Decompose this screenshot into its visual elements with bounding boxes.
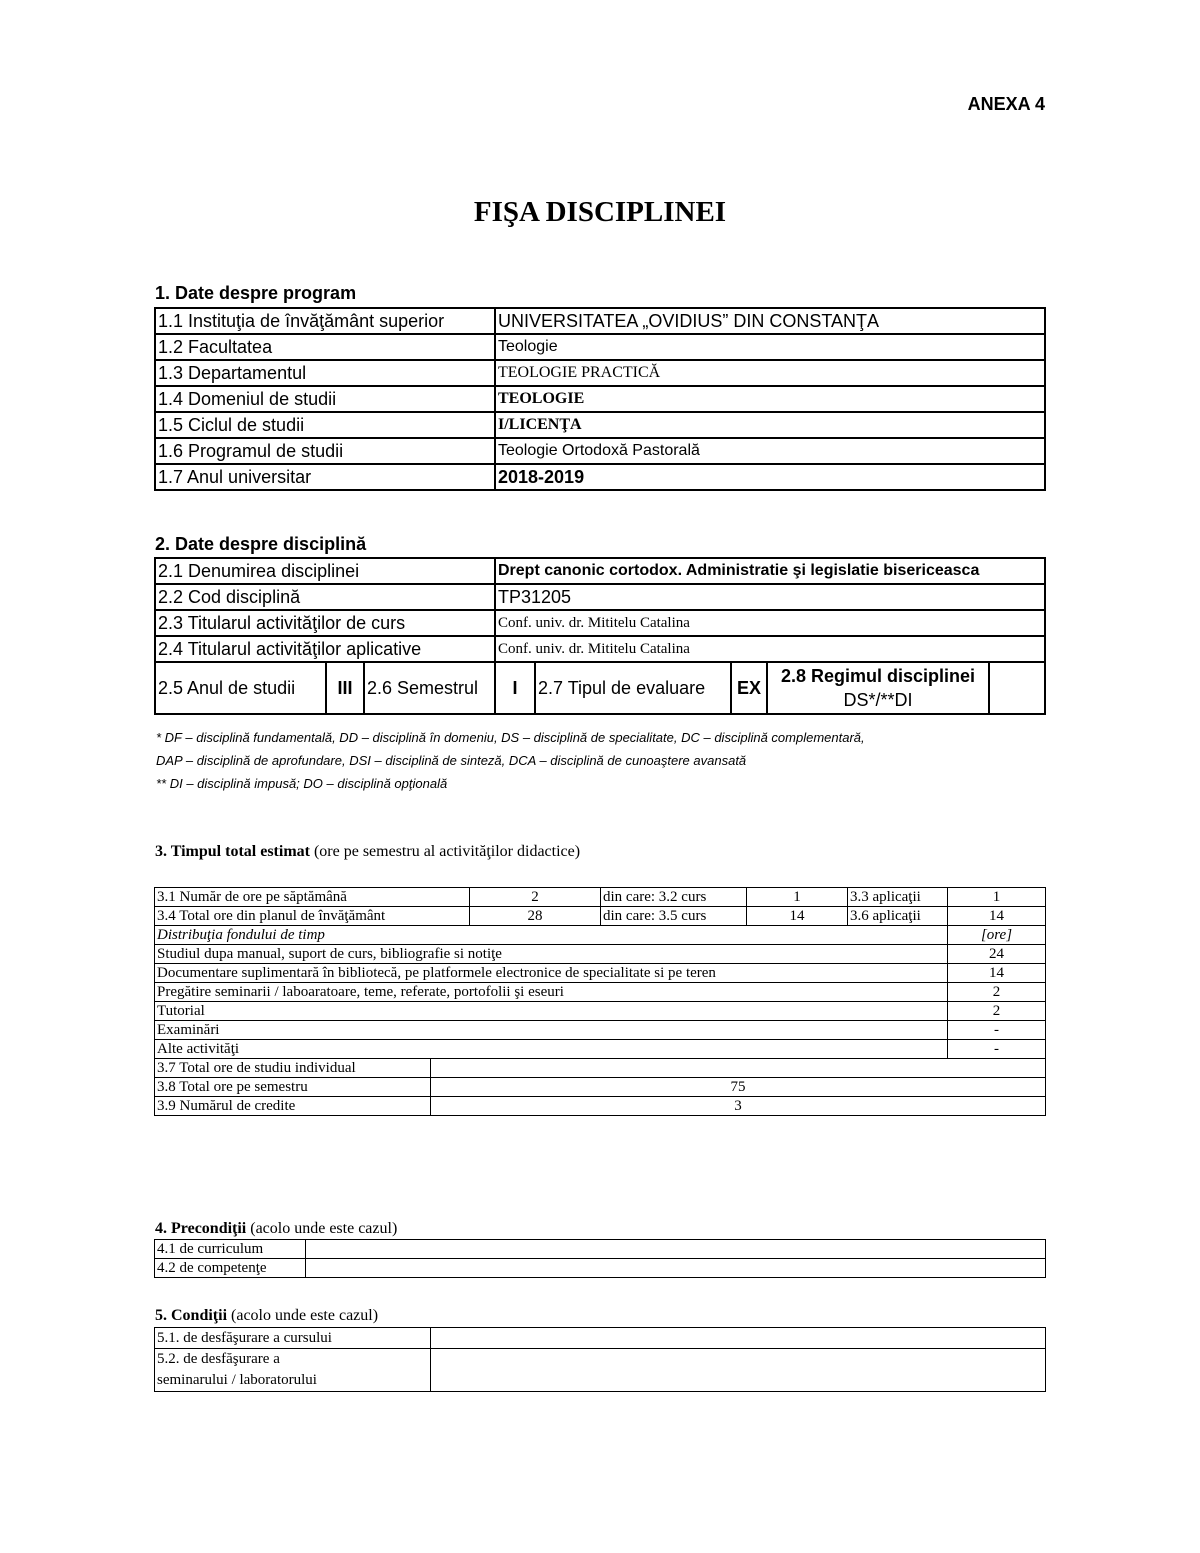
row-value (306, 1259, 1046, 1278)
table-row (155, 1328, 1046, 1349)
table-row (155, 1059, 1046, 1078)
distribution-label: Distribuţia fondului de timp (155, 926, 948, 945)
footnotes (156, 726, 865, 795)
table-row (155, 610, 1045, 636)
row-label: Alte activităţi (155, 1040, 948, 1059)
row-label: 2.2 Cod disciplină (155, 584, 495, 610)
section-4-heading-rest: (acolo unde este cazul) (246, 1220, 398, 1237)
row-label: Tutorial (155, 1002, 948, 1021)
table-row (155, 558, 1045, 584)
preconditions-table (154, 1239, 1046, 1278)
row-value: TP31205 (495, 584, 1045, 610)
section-5-heading-bold: 5. Condiţii (155, 1307, 228, 1324)
course-label: din care: 3.2 curs (601, 888, 747, 907)
footnote-line: DAP – disciplină de aprofundare, DSI – disciplină de sinteză, DCA – disciplină de cunoaştere avansată (156, 753, 747, 768)
row-label: 2.4 Titularul activităţilor aplicative (155, 636, 495, 662)
row-label: 3.7 Total ore de studiu individual (155, 1059, 431, 1078)
table-row (155, 334, 1045, 360)
course-value: 14 (747, 907, 848, 926)
row-value: UNIVERSITATEA „OVIDIUS” DIN CONSTANŢA (495, 308, 1045, 334)
time-table (154, 887, 1046, 1116)
row-label: Examinări (155, 1021, 948, 1040)
row-label (155, 1349, 431, 1392)
table-row (155, 983, 1046, 1002)
row-value: 3 (431, 1097, 1046, 1116)
table-row (155, 636, 1045, 662)
row-value: 2018-2019 (495, 464, 1045, 490)
row-value: 24 (948, 945, 1046, 964)
table-row (155, 945, 1046, 964)
row-value: Teologie (495, 334, 1045, 360)
row-label: 1.1 Instituţia de învăţământ superior (155, 308, 495, 334)
row-value: - (948, 1040, 1046, 1059)
row-value (431, 1328, 1046, 1349)
row-label: 2.3 Titularul activităţilor de curs (155, 610, 495, 636)
section-3-heading-bold: 3. Timpul total estimat (155, 843, 310, 860)
row-value: TEOLOGIE PRACTICĂ (495, 360, 1045, 386)
row-value: 75 (431, 1078, 1046, 1097)
annex-label: ANEXA 4 (967, 94, 1045, 114)
section-4-heading (155, 1220, 397, 1238)
row-label: 1.5 Ciclul de studii (155, 412, 495, 438)
table-row (155, 964, 1046, 983)
footnote-line: * DF – disciplină fundamentală, DD – disciplină în domeniu, DS – disciplină de specialitate, DC – disciplină complementară, (156, 730, 865, 745)
row-value (431, 1349, 1046, 1392)
row-value: - (948, 1021, 1046, 1040)
row-value: 2 (470, 888, 601, 907)
row-label: 1.2 Facultatea (155, 334, 495, 360)
row-value: 14 (948, 964, 1046, 983)
row-label: 3.9 Numărul de credite (155, 1097, 431, 1116)
applications-value: 1 (948, 888, 1046, 907)
section-5-heading-rest: (acolo unde este cazul) (227, 1307, 379, 1324)
discipline-table (154, 558, 1046, 715)
page-title: FIŞA DISCIPLINEI (473, 196, 727, 228)
regime-label: 2.8 Regimul disciplinei (780, 666, 976, 686)
row-label: 1.6 Programul de studii (155, 438, 495, 464)
table-row (155, 1259, 1046, 1278)
section-4-heading-bold: 4. Precondiţii (155, 1220, 247, 1237)
table-row (155, 386, 1045, 412)
row-label: 1.4 Domeniul de studii (155, 386, 495, 412)
table-row (155, 888, 1046, 907)
course-value: 1 (747, 888, 848, 907)
table-row (155, 412, 1045, 438)
year-value: III (326, 662, 364, 714)
table-row (155, 308, 1045, 334)
section-5-heading (155, 1307, 378, 1325)
row-label: 3.8 Total ore pe semestru (155, 1078, 431, 1097)
regime-empty (989, 662, 1045, 714)
row-label: 4.1 de curriculum (155, 1240, 306, 1259)
table-row (155, 1021, 1046, 1040)
table-row (155, 584, 1045, 610)
row-label: 1.7 Anul universitar (155, 464, 495, 490)
table-row (155, 1097, 1046, 1116)
section-3-heading (155, 843, 580, 861)
evaluation-label: 2.7 Tipul de evaluare (535, 662, 731, 714)
table-row (155, 1078, 1046, 1097)
semester-label: 2.6 Semestrul (364, 662, 495, 714)
table-row (155, 1349, 1046, 1392)
row-label: Documentare suplimentară în bibliotecă, pe platformele electronice de specialitate si pe teren (155, 964, 948, 983)
table-row (155, 662, 1045, 714)
row-value (306, 1240, 1046, 1259)
row-label-line: seminarului / laboratorului (157, 1372, 317, 1388)
regime-value: DS*/**DI (843, 690, 913, 710)
row-value: Conf. univ. dr. Mititelu Catalina (495, 610, 1045, 636)
section-3-heading-rest: (ore pe semestru al activităţilor didactice) (309, 843, 581, 860)
row-label-line: 5.2. de desfăşurare a (157, 1351, 280, 1367)
table-row (155, 907, 1046, 926)
footnote-line: ** DI – disciplină impusă; DO – disciplină opţională (156, 776, 448, 791)
section-1-heading: 1. Date despre program (155, 283, 357, 303)
row-label: 1.3 Departamentul (155, 360, 495, 386)
table-row (155, 438, 1045, 464)
semester-value: I (495, 662, 535, 714)
row-value (431, 1059, 1046, 1078)
table-row (155, 360, 1045, 386)
table-row (155, 464, 1045, 490)
distribution-unit: [ore] (948, 926, 1046, 945)
row-label: 3.1 Număr de ore pe săptămână (155, 888, 470, 907)
applications-label: 3.6 aplicaţii (848, 907, 948, 926)
evaluation-value: EX (731, 662, 767, 714)
course-label: din care: 3.5 curs (601, 907, 747, 926)
row-value: Conf. univ. dr. Mititelu Catalina (495, 636, 1045, 662)
row-value: I/LICENŢA (495, 412, 1045, 438)
row-value: 28 (470, 907, 601, 926)
row-value: TEOLOGIE (495, 386, 1045, 412)
table-row (155, 926, 1046, 945)
row-value: Teologie Ortodoxă Pastorală (495, 438, 1045, 464)
row-label: 4.2 de competenţe (155, 1259, 306, 1278)
table-row (155, 1002, 1046, 1021)
row-label: 3.4 Total ore din planul de învăţământ (155, 907, 470, 926)
applications-value: 14 (948, 907, 1046, 926)
regime-cell (767, 662, 989, 714)
row-label: Studiul dupa manual, suport de curs, bibliografie si notiţe (155, 945, 948, 964)
program-table (154, 307, 1046, 491)
conditions-table (154, 1327, 1046, 1392)
applications-label: 3.3 aplicaţii (848, 888, 948, 907)
row-label: 2.1 Denumirea disciplinei (155, 558, 495, 584)
year-label: 2.5 Anul de studii (155, 662, 326, 714)
row-label: Pregătire seminarii / laboaratoare, teme, referate, portofolii şi eseuri (155, 983, 948, 1002)
row-value: 2 (948, 983, 1046, 1002)
row-value: Drept canonic cortodox. Administratie şi legislatie bisericeasca (495, 558, 1045, 584)
table-row (155, 1040, 1046, 1059)
section-2-heading: 2. Date despre disciplină (155, 534, 367, 554)
table-row (155, 1240, 1046, 1259)
row-value: 2 (948, 1002, 1046, 1021)
row-label: 5.1. de desfăşurare a cursului (155, 1328, 431, 1349)
